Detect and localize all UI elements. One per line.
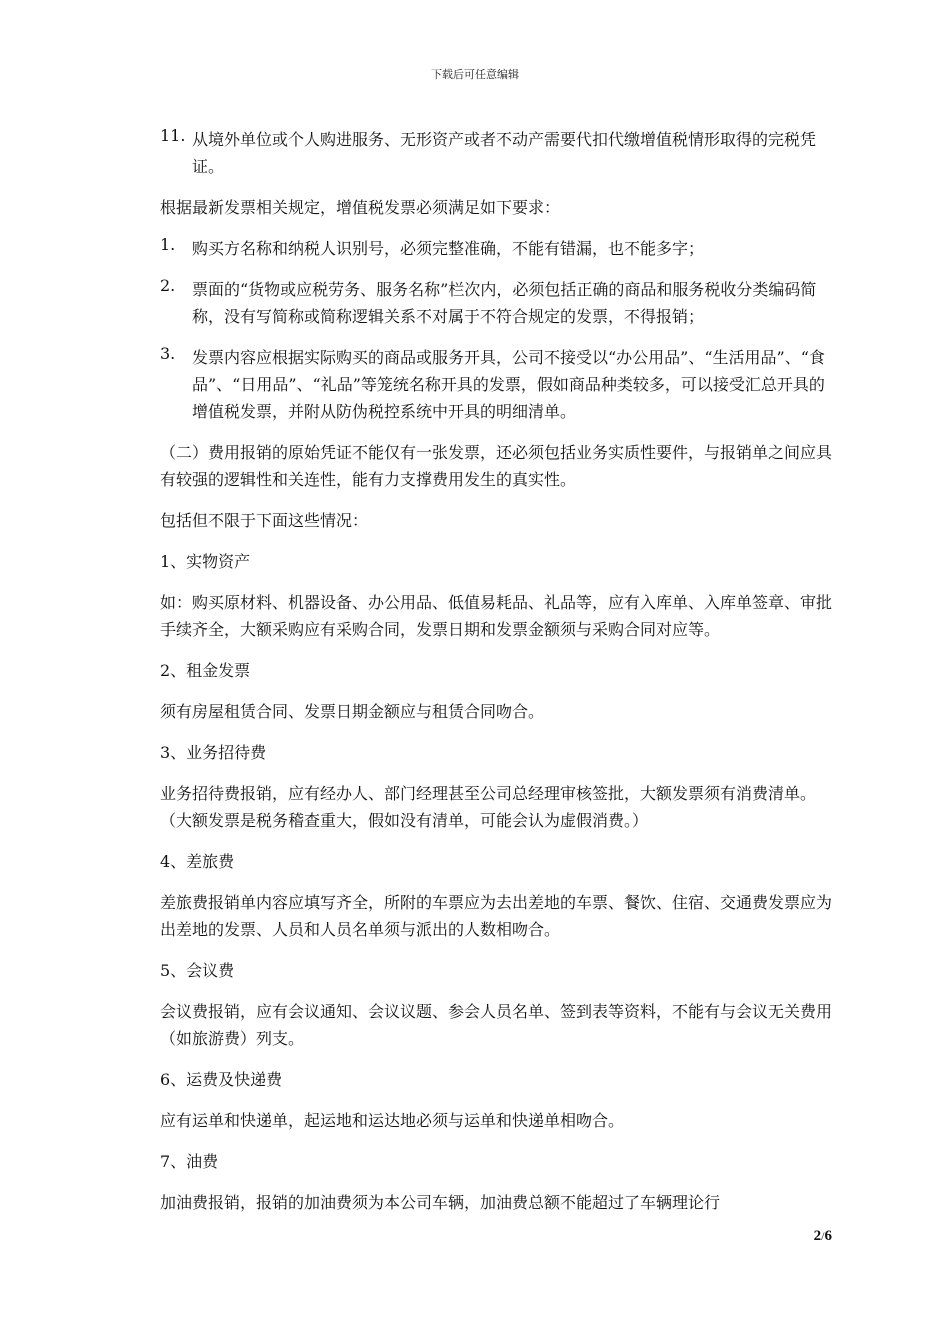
list-item-11	[160, 126, 832, 180]
paragraph-travel: 差旅费报销单内容应填写齐全，所附的车票应为去出差地的车票、餐饮、住宿、交通费发票应为出差地的发票、人员和人员名单须与派出的人数相吻合。	[160, 893, 833, 939]
heading-fuel: 7、油费	[160, 1152, 219, 1171]
paragraph-physical-assets: 如：购买原材料、机器设备、办公用品、低值易耗品、礼品等，应有入库单、入库单签章、审批手续齐全，大额采购应有采购合同，发票日期和发票金额须与采购合同对应等。	[160, 593, 833, 639]
list-item-3	[160, 344, 832, 425]
list-text: 票面的“货物或应税劳务、服务名称”栏次内，必须包括正确的商品和服务税收分类编码简称，没有写简称或简称逻辑关系不对属于不符合规定的发票，不得报销；	[192, 280, 817, 326]
heading-travel: 4、差旅费	[160, 852, 235, 871]
paragraph-entertainment: 业务招待费报销，应有经办人、部门经理甚至公司总经理审核签批，大额发票须有消费清单。（大额发票是税务稽查重大，假如没有清单，可能会认为虚假消费。）	[160, 784, 817, 830]
heading-meeting: 5、会议费	[160, 961, 235, 980]
list-item-1	[160, 235, 832, 262]
list-number: 11.	[160, 126, 186, 145]
paragraph-fuel: 加油费报销，报销的加油费须为本公司车辆，加油费总额不能超过了车辆理论行	[160, 1193, 721, 1212]
paragraph-meeting: 会议费报销，应有会议通知、会议议题、参会人员名单、签到表等资料，不能有与会议无关费用（如旅游费）列支。	[160, 1002, 833, 1048]
heading-entertainment: 3、业务招待费	[160, 743, 267, 762]
page-number	[814, 1228, 832, 1245]
heading-rent-invoice: 2、租金发票	[160, 661, 251, 680]
paragraph-freight: 应有运单和快递单，起运地和运达地必须与运单和快递单相吻合。	[160, 1111, 625, 1130]
document-body	[160, 126, 832, 1216]
heading-freight: 6、运费及快递费	[160, 1070, 283, 1089]
list-text: 从境外单位或个人购进服务、无形资产或者不动产需要代扣代缴增值税情形取得的完税凭证。	[192, 130, 817, 176]
total-pages: 6	[824, 1228, 832, 1244]
list-number: 1.	[160, 235, 176, 254]
paragraph-intro: 包括但不限于下面这些情况：	[160, 511, 369, 530]
list-text: 发票内容应根据实际购买的商品或服务开具，公司不接受以“办公用品”、“生活用品”、“食品”、“日用品”、“礼品”等笼统名称开具的发票，假如商品种类较多，可以接受汇总开具的增值税发票，并附从防伪税控系统中开具的明细清单。	[192, 348, 825, 421]
paragraph-rent-invoice: 须有房屋租赁合同、发票日期金额应与租赁合同吻合。	[160, 702, 545, 721]
paragraph-section-two: （二）费用报销的原始凭证不能仅有一张发票，还必须包括业务实质性要件，与报销单之间应具有较强的逻辑性和关连性，能有力支撑费用发生的真实性。	[160, 443, 833, 489]
page-separator: /	[821, 1229, 825, 1243]
heading-physical-assets: 1、实物资产	[160, 552, 251, 571]
page-header-note: 下载后可任意编辑	[431, 68, 519, 81]
list-text: 购买方名称和纳税人识别号，必须完整准确，不能有错漏，也不能多字；	[192, 239, 705, 258]
list-item-2	[160, 276, 832, 330]
list-number: 3.	[160, 344, 176, 363]
list-number: 2.	[160, 276, 176, 295]
current-page: 2	[813, 1228, 822, 1244]
paragraph-invoice-requirements: 根据最新发票相关规定，增值税发票必须满足如下要求：	[160, 198, 561, 217]
